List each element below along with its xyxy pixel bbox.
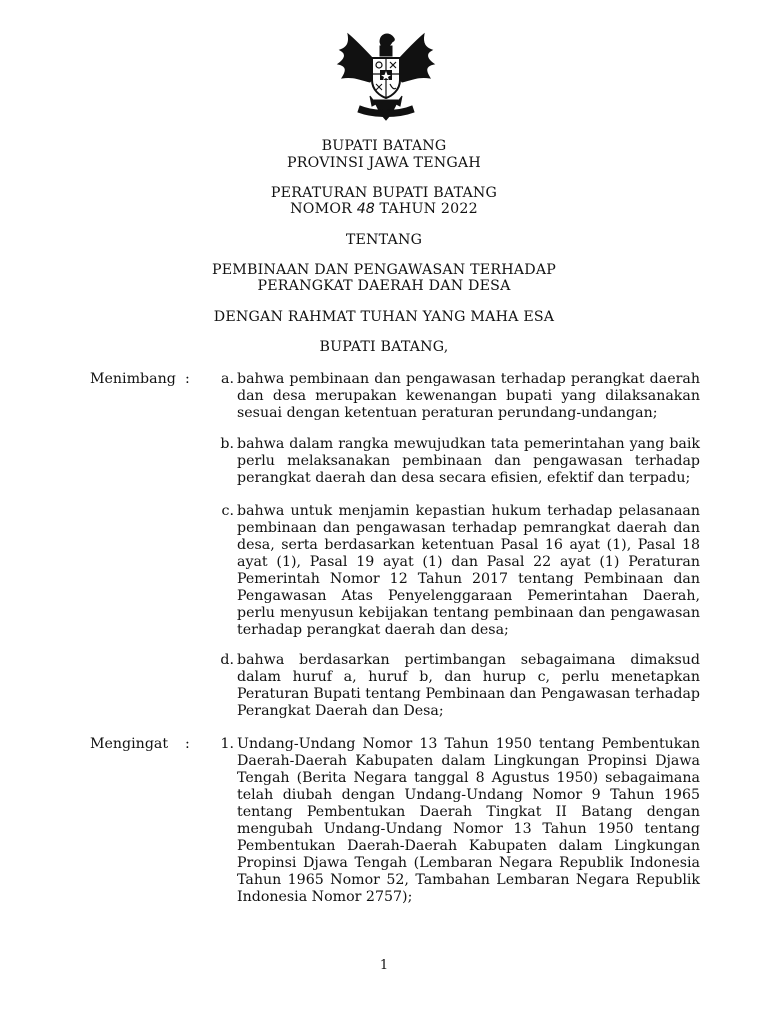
issuer-line-2: PROVINSI JAWA TENGAH bbox=[287, 155, 481, 171]
issuer-line-1: BUPATI BATANG bbox=[321, 138, 447, 154]
tentang-heading: TENTANG bbox=[345, 232, 423, 248]
menimbang-colon: : bbox=[185, 371, 190, 387]
menimbang-item-a bbox=[200, 371, 700, 422]
item-marker: d. bbox=[220, 652, 234, 668]
item-marker: b. bbox=[220, 436, 234, 452]
item-text: bahwa pembinaan dan pengawasan terhadap perangkat daerah dan desa merupakan kewenangan bupati yang dilaksanakan sesuai dengan ketentuan peraturan perundang-undangan; bbox=[237, 371, 700, 421]
enacting-authority: BUPATI BATANG, bbox=[319, 339, 449, 355]
subject-line-2: PERANGKAT DAERAH DAN DESA bbox=[257, 278, 511, 294]
menimbang-item-c bbox=[200, 503, 700, 639]
nomor-prefix: NOMOR bbox=[290, 201, 357, 217]
mengingat-colon: : bbox=[185, 736, 190, 752]
item-text: Undang-Undang Nomor 13 Tahun 1950 tentang Pembentukan Daerah-Daerah Kabupaten dalam Lingkungan Propinsi Djawa Tengah (Berita Negara tanggal 8 Agustus 1950) sebagaimana telah diubah dengan Undang-Undang Nomor 9 Tahun 1965 tentang Pembentukan Daerah Tingkat II Batang dengan mengubah Undang-Undang Nomor 13 Tahun 1950 tentang Pembentukan Daerah-Daerah Kabupaten dalam Lingkungan Propinsi Djawa Tengah (Lembaran Negara Republik Indonesia Tahun 1965 Nomor 52, Tambahan Lembaran Negara Republik Indonesia Nomor 2757); bbox=[237, 736, 700, 905]
menimbang-label: Menimbang bbox=[90, 371, 176, 387]
nomor-value: 48 bbox=[356, 201, 375, 217]
menimbang-item-b bbox=[200, 436, 700, 487]
invocation: DENGAN RAHMAT TUHAN YANG MAHA ESA bbox=[213, 309, 555, 325]
page-number: 1 bbox=[379, 958, 389, 973]
garuda-emblem-icon bbox=[330, 26, 442, 126]
menimbang-item-d bbox=[200, 652, 700, 720]
item-marker: 1. bbox=[220, 736, 234, 752]
subject-line-1: PEMBINAAN DAN PENGAWASAN TERHADAP bbox=[211, 262, 557, 278]
item-text: bahwa dalam rangka mewujudkan tata pemerintahan yang baik perlu melaksanakan pembinaan dan pengawasan terhadap perangkat daerah dan desa secara efisien, efektif dan terpadu; bbox=[237, 436, 700, 486]
nomor-suffix: TAHUN 2022 bbox=[374, 201, 478, 217]
item-text: bahwa untuk menjamin kepastian hukum terhadap pelasanaan pembinaan dan pengawasan terhadap pemrangkat daerah dan desa, serta berdasarkan ketentuan Pasal 16 ayat (1), Pasal 18 ayat (1), Pasal 19 ayat (1) dan Pasal 22 ayat (1) Peraturan Pemerintah Nomor 12 Tahun 2017 tentang Pembinaan dan Pengawasan Atas Penyelenggaraan Pemerintahan Daerah, perlu menyusun kebijakan tentang pembinaan dan pengawasan terhadap perangkat daerah dan desa; bbox=[237, 503, 700, 638]
item-text: bahwa berdasarkan pertimbangan sebagaimana dimaksud dalam huruf a, huruf b, dan hurup c, perlu menetapkan Peraturan Bupati tentang Pembinaan dan Pengawasan terhadap Perangkat Daerah dan Desa; bbox=[237, 652, 700, 719]
regulation-number bbox=[0, 201, 768, 218]
mengingat-label: Mengingat bbox=[90, 736, 169, 752]
mengingat-item-1 bbox=[200, 736, 700, 906]
item-marker: a. bbox=[221, 371, 234, 387]
regulation-title: PERATURAN BUPATI BATANG bbox=[270, 185, 498, 201]
item-marker: c. bbox=[221, 503, 234, 519]
